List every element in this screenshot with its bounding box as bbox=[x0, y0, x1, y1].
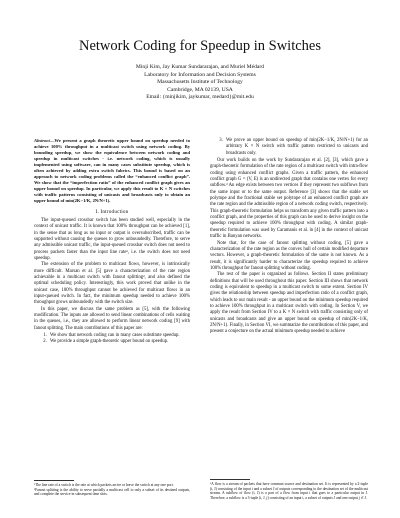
author-email: Email: {minjikim, jaykumar, medard}@mit.edu bbox=[146, 94, 254, 101]
left-column bbox=[34, 138, 190, 347]
contributions-list-continued bbox=[210, 138, 368, 157]
section-heading-introduction: I. Introduction bbox=[95, 208, 129, 215]
footnote: ³A flow is a stream of packets that have common source and destination set. It is represented by a 2-tuple (i, J) consisting of the input i and a subset J of outputs corresponding to the destination set of the multicast stream. A subflow of flow (i, J) is a part of a flow from input i that goes to a particular output in J. Therefore, a subflow is a 3-tuple (i, J, j) consisting of an input i, a subset of outputs J and one output j ∈ J. bbox=[210, 482, 368, 501]
author-names: Minji Kim, Jay Kumar Sundararajan, and Muriel Médard bbox=[135, 64, 265, 70]
author-institute: Massachusetts Institute of Technology bbox=[157, 79, 243, 86]
footnote-rule bbox=[34, 480, 74, 481]
right-paragraph: The rest of the paper is organized as follows. Section II states preliminary definitions that will be used throughout this paper. Section III shows that network coding is equivalent to speedup in a multicast switch to some extent. Section IV gives the relationship between speedup and imperfection ratio of a conflict graph, which leads to our main result - an upper bound on the minimum speedup required to achieve 100% throughput in a multicast switch with coding. In Section V, we apply the result from Section IV to a K × N switch with traffic consisting only of unicasts and broadcasts and give an upper bound on speedup of min(2K−1/K, 2N/N+1). Finally, in Section VI, we summarize the contributions of this paper, and present a conjecture on the actual minimum speedup needed to achieve bbox=[210, 272, 368, 335]
author-city: Cambridge, MA 02139, USA bbox=[167, 86, 233, 93]
author-lab: Laboratory for Information and Decision Systems bbox=[144, 71, 256, 78]
abstract bbox=[34, 138, 190, 205]
paper-title: Network Coding for Speedup in Switches bbox=[78, 38, 322, 54]
abstract-text: —We present a graph theoretic upper bound on speedup needed to achieve 100% throughput in a multicast switch using network coding. By bounding speedup, we show the equivalence between network coding and speedup in multicast switches - i.e. network coding, which is usually implemented using software, can in many cases substitute speedup, which is often achieved by adding extra switch fabrics. This bound is based on an approach to network coding problems called the “enhanced conflict graph”. We show that the “imperfection ratio” of the enhanced conflict graph gives an upper bound on speedup. In particular, we apply this result to K × N switches with traffic patterns consisting of unicasts and broadcasts only to obtain an upper bound of min(2K−1/K, 2N/N+1). bbox=[34, 138, 190, 204]
right-footnotes bbox=[210, 479, 368, 501]
contribution-item: 3. We prove an upper bound on speedup of min(2K−1/K, 2N/N+1) for an arbitrary K × N switch with traffic pattern restricted to unicasts and broadcasts only. bbox=[224, 138, 368, 157]
left-paragraph: In this paper, we discuss the same problem as [5], with the following modification. The inputs are allowed to send linear combinations of cells waiting in the queues, i.e., they are allowed to perform linear network coding [9] with fanout splitting. The main contributions of this paper are: bbox=[34, 306, 190, 331]
footnote: ¹The line rate of a switch is the rate at which packets arrive or leave the switch at any one port. bbox=[34, 483, 174, 487]
right-column bbox=[210, 138, 368, 336]
contributions-list bbox=[34, 333, 190, 346]
author-block bbox=[0, 64, 400, 102]
left-paragraph: The extension of the problem to multicast flows, however, is intrinsically more difficult. Marsan et al. [5] gave a characterization of the rate region achievable in a multicast switch with fanout splitting², and also defined the optimal scheduling policy. Interestingly, this work proved that unlike in the unicast case, 100% throughput cannot be achieved for multicast flows in an input-queued switch. In fact, the minimum speedup needed to achieve 100% throughput grows unboundedly with the switch size. bbox=[34, 262, 190, 306]
contribution-item: 1. We show that network coding can in many cases substitute speedup. bbox=[48, 333, 190, 339]
abstract-lead: Abstract bbox=[34, 138, 50, 143]
footnote-rule bbox=[210, 479, 250, 480]
right-paragraph: Note that, for the case of fanout splitting without coding, [5] gave a characterization of the rate region as the convex hull of certain modified departure vectors. However, a graph-theoretic formulation of the same is not known. As a result, it is significantly harder to characterize the speedup required to achieve 100% throughput for fanout splitting without coding. bbox=[210, 240, 368, 271]
left-footnotes bbox=[34, 480, 190, 497]
right-paragraph: Our work builds on the work by Sundararajan et al. [2], [3], which gave a graph-theoretic formulation of the rate region of a multicast switch with intra-flow coding using enhanced conflict graphs. Given a traffic pattern, the enhanced conflict graph G = (V, E) is an undirected graph that contains one vertex for every subflow.³ An edge exists between two vertices if they represent two subflows from the same input or to the same output. Reference [3] shows that the stable set polytope and the fractional stable set polytope of an enhanced conflict graph are the rate region and the admissible region of a network coding switch, respectively. This graph-theoretic formulation helps us transform any given traffic pattern into a conflict graph, and the properties of this graph can be used to derive insight on the speedup required to achieve 100% throughput with coding. A similar graph-theoretic formulation was used by Caramanis et al. in [4] in the context of unicast traffic in Banyan networks. bbox=[210, 158, 368, 240]
footnote: ²Fanout splitting is the ability to serve partially a multicast cell to only a subset of its destined outputs, and complete the service in subsequent time slots. bbox=[34, 487, 190, 497]
contribution-item: 2. We provide a simple graph-theoretic upper bound on speedup. bbox=[48, 339, 190, 345]
left-paragraph: The input-queued crossbar switch has been studied well, especially in the context of unicast traffic. It is known that 100% throughput can be achieved [1], in the sense that as long as no input or output is oversubscribed, traffic can be supported without causing the queues to grow unboundedly. Therefore, to serve any admissible unicast traffic, the input-queued crossbar switch does not need to process packets faster than the input line rate¹, i.e. the switch does not need speedup. bbox=[34, 217, 190, 261]
